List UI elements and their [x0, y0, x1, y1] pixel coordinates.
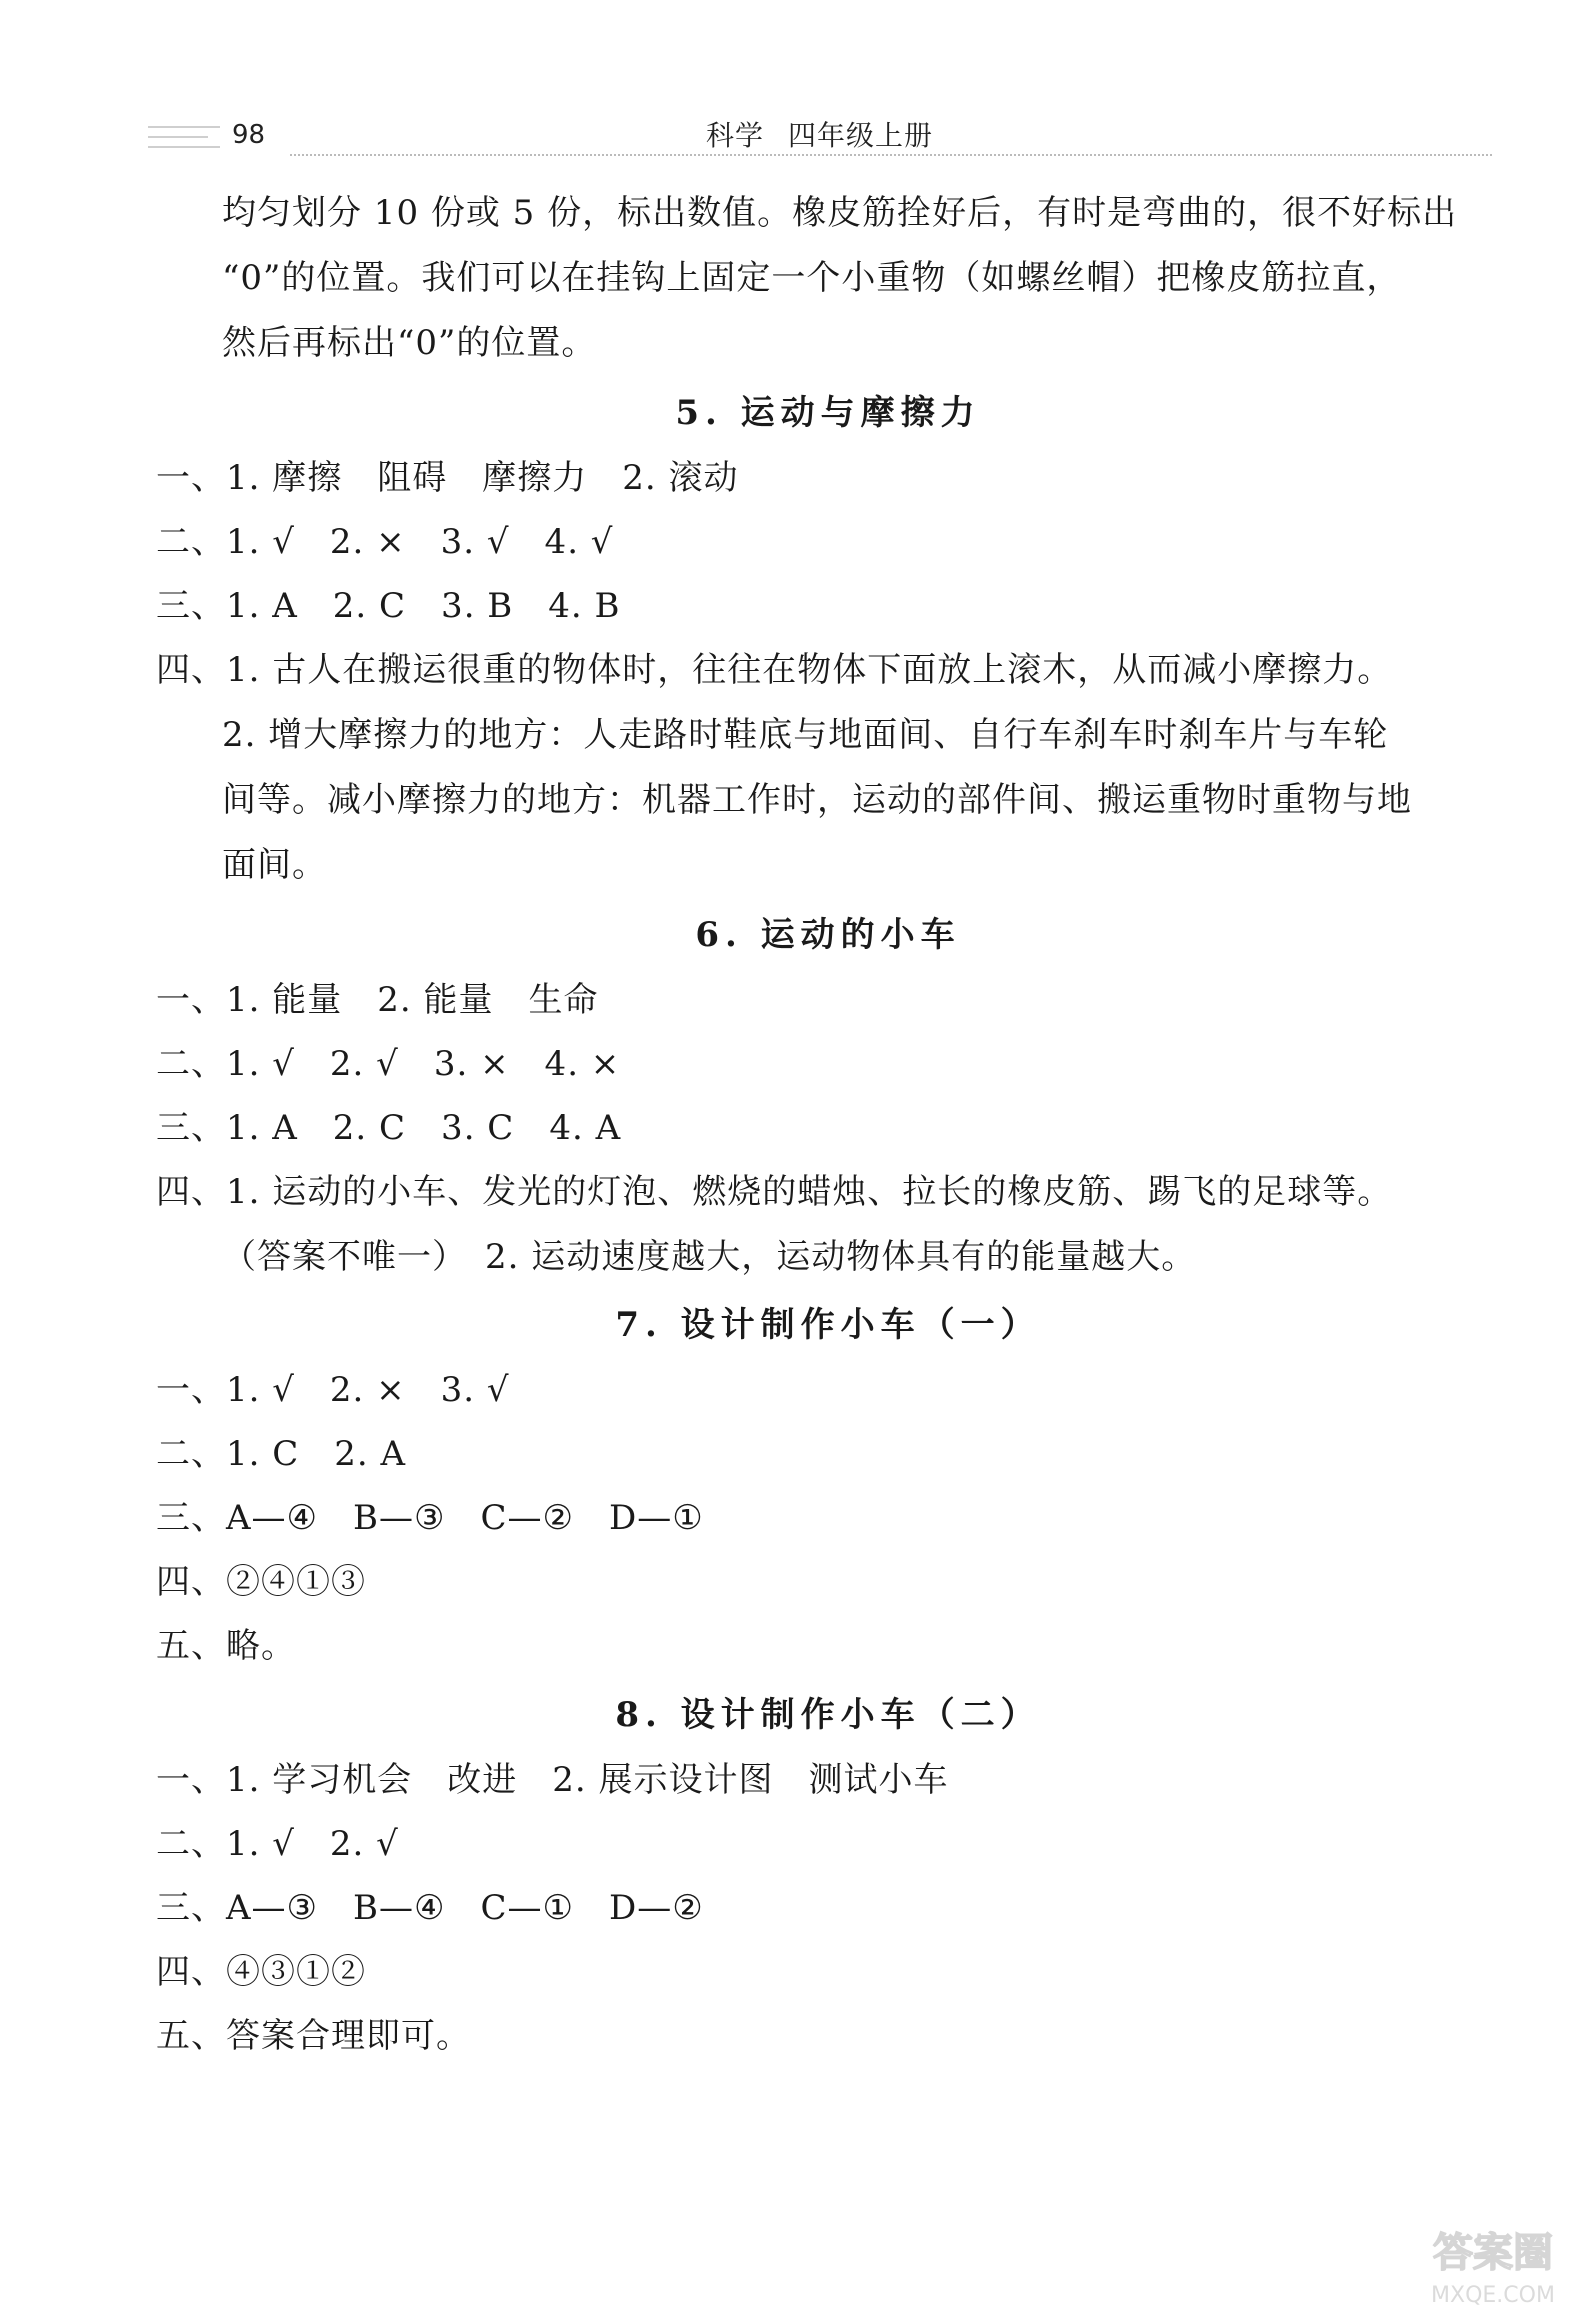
watermark-url: MXQE.COM: [1431, 2283, 1555, 2308]
answer-line: 面间。: [222, 845, 327, 885]
answer-line: 三、A—④ B—③ C—② D—①: [156, 1498, 704, 1538]
answer-line: 五、答案合理即可。: [156, 2016, 471, 2056]
intro-line: 然后再标出“0”的位置。: [222, 323, 597, 363]
answer-line: 二、1. √ 2. √: [156, 1824, 399, 1864]
intro-line: “0”的位置。我们可以在挂钩上固定一个小重物（如螺丝帽）把橡皮筋拉直，: [222, 258, 1402, 298]
header-decoration: [148, 136, 208, 138]
watermark-text: 答案圈: [1433, 2230, 1553, 2276]
answer-line: 2. 增大摩擦力的地方：人走路时鞋底与地面间、自行车刹车时刹车片与车轮: [222, 715, 1389, 755]
answer-line: 三、A—③ B—④ C—① D—②: [156, 1888, 704, 1928]
answer-line: 一、1. 摩擦 阻碍 摩擦力 2. 滚动: [156, 458, 739, 498]
header-decoration: [148, 126, 220, 128]
section-title: 6. 运动的小车: [695, 915, 961, 955]
header-decoration: [148, 146, 220, 148]
section-title: 8. 设计制作小车（二）: [615, 1695, 1041, 1735]
answer-line: 一、1. 能量 2. 能量 生命: [156, 980, 599, 1020]
intro-line: 均匀划分 10 份或 5 份，标出数值。橡皮筋拴好后，有时是弯曲的，很不好标出: [222, 193, 1458, 233]
page-header: [0, 0, 1596, 160]
subject-label: 科学: [706, 119, 765, 152]
answer-line: 四、④③①②: [156, 1952, 366, 1992]
answer-line: 二、1. C 2. A: [156, 1434, 407, 1474]
answer-line: 三、1. A 2. C 3. B 4. B: [156, 586, 621, 626]
answer-line: 一、1. 学习机会 改进 2. 展示设计图 测试小车: [156, 1760, 949, 1800]
watermark-logo: [1408, 2214, 1578, 2314]
answer-line: 二、1. √ 2. × 3. √ 4. √: [156, 522, 614, 562]
answer-line: 一、1. √ 2. × 3. √: [156, 1370, 510, 1410]
header-rule: [290, 154, 1492, 156]
answer-line: 四、②④①③: [156, 1562, 366, 1602]
answer-line: 二、1. √ 2. √ 3. × 4. ×: [156, 1044, 621, 1084]
answer-line: 五、略。: [156, 1626, 296, 1666]
answer-line: 间等。减小摩擦力的地方：机器工作时，运动的部件间、搬运重物时重物与地: [222, 780, 1412, 820]
answer-line: 三、1. A 2. C 3. C 4. A: [156, 1108, 622, 1148]
section-title: 7. 设计制作小车（一）: [615, 1305, 1041, 1345]
grade-label: 四年级上册: [788, 119, 934, 152]
answer-line: 四、1. 运动的小车、发光的灯泡、燃烧的蜡烛、拉长的橡皮筋、踢飞的足球等。: [156, 1172, 1393, 1212]
page-number: 98: [232, 120, 266, 150]
running-head: [706, 114, 933, 154]
answer-line: （答案不唯一） 2. 运动速度越大，运动物体具有的能量越大。: [222, 1237, 1197, 1277]
answer-line: 四、1. 古人在搬运很重的物体时，往往在物体下面放上滚木，从而减小摩擦力。: [156, 650, 1393, 690]
section-title: 5. 运动与摩擦力: [675, 393, 981, 433]
